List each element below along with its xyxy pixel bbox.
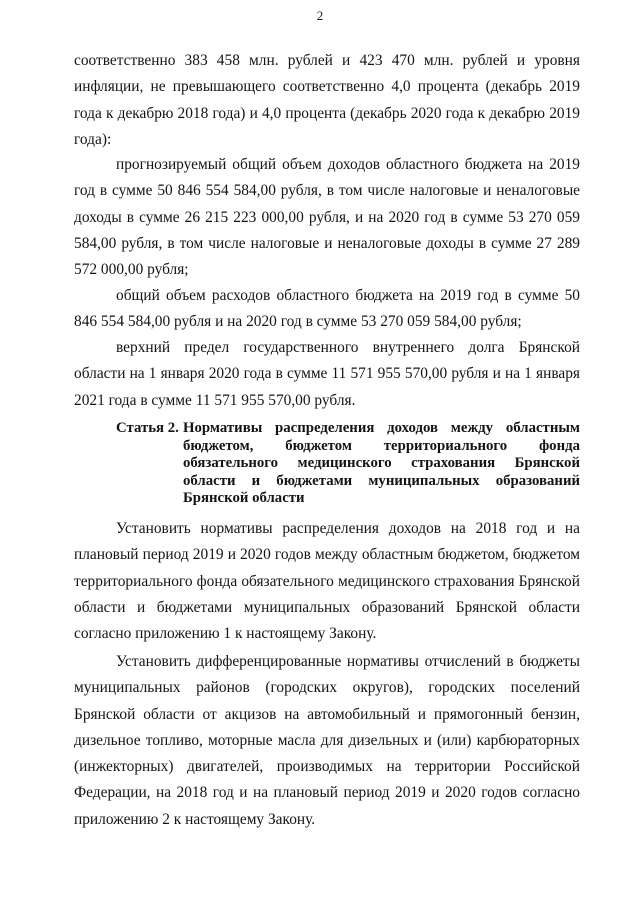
article-title: Нормативы распределения доходов между областным бюджетом, бюджетом территориального фонда обязательного медицинского страхования Брянской области и бюджетами муниципальных образований Брянской области	[183, 420, 580, 507]
page-number: 2	[316, 8, 324, 23]
paragraph-expenses: общий объем расходов областного бюджета на 2019 год в сумме 50 846 554 584,00 рубля и на 2020 год в сумме 53 270 059 584,00 рубля;	[74, 287, 580, 331]
paragraph-inflation: соответственно 383 458 млн. рублей и 423 470 млн. рублей и уровня инфляции, не превышающего соответственно 4,0 процента (декабрь 2019 года к декабрю 2018 года) и 4,0 процента (декабрь 2020 года к декабрю 2019 года):	[74, 52, 580, 148]
paragraph-distribution-norms: Установить нормативы распределения доходов на 2018 год и на плановый период 2019 и 2020 годов между областным бюджетом, бюджетом территориального фонда обязательного медицинского страхования Брянской области и бюджетами муниципальных образований Брянской области согласно приложению 1 к настоящему Закону.	[74, 520, 580, 643]
paragraph-revenue-forecast: прогнозируемый общий объем доходов областного бюджета на 2019 год в сумме 50 846 554 584,00 рубля, в том числе налоговые и неналоговые доходы в сумме 26 215 223 000,00 рубля, и на 2020 год в сумме 53 270 059 584,00 рубля, в том числе налоговые и неналоговые доходы в сумме 27 289 572 000,00 рубля;	[74, 156, 580, 279]
article-label: Статья 2.	[116, 420, 179, 436]
paragraph-debt-limit: верхний предел государственного внутреннего долга Брянской области на 1 января 2020 года в сумме 11 571 955 570,00 рубля и на 1 января 2021 года в сумме 11 571 955 570,00 рубля.	[74, 339, 580, 409]
paragraph-excise-norms: Установить дифференцированные нормативы отчислений в бюджеты муниципальных районов (городских округов), городских поселений Брянской области от акцизов на автомобильный и прямогонный бензин, дизельное топливо, моторные масла для дизельных и (или) карбюраторных (инжекторных) двигателей, производимых на территории Российской Федерации, на 2018 год и на плановый период 2019 и 2020 годов согласно приложению 2 к настоящему Закону.	[74, 653, 580, 828]
